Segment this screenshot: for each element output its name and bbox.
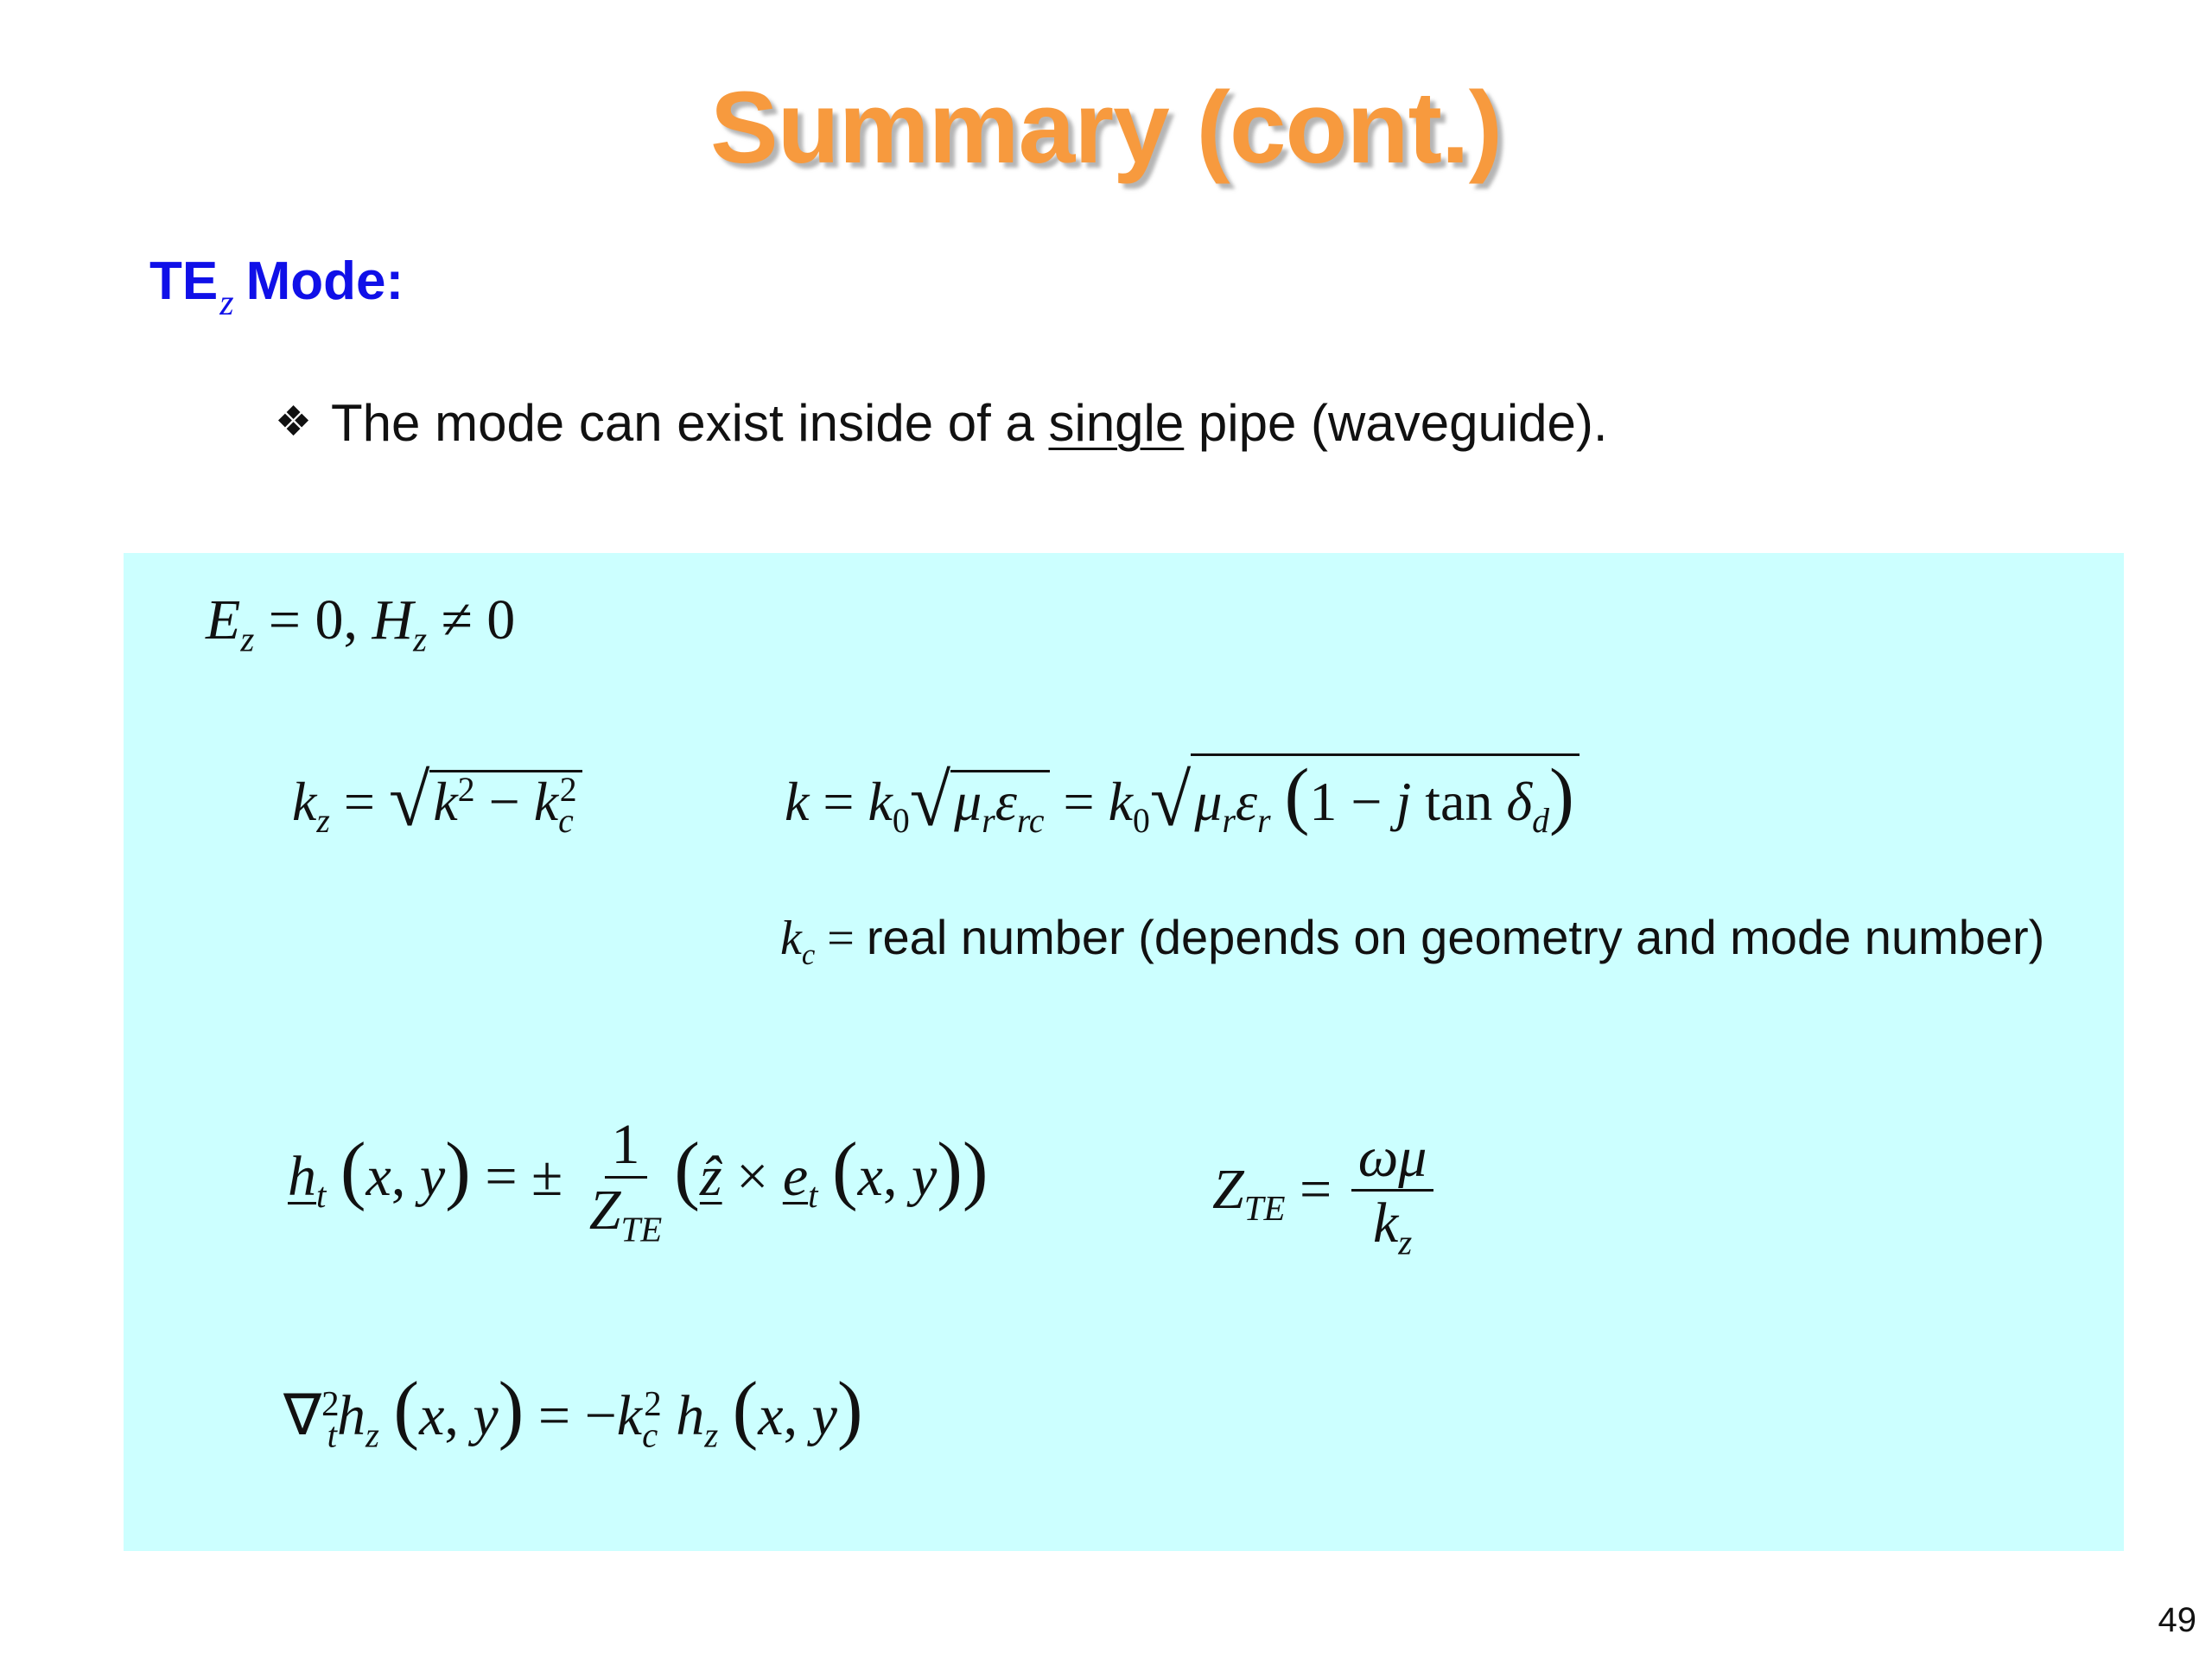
- diamond-bullet-icon: ❖: [275, 397, 313, 446]
- bullet-text-underlined: single: [1048, 394, 1185, 452]
- equation-kz: $k_z = √k^2 - k_c^2$: [292, 752, 582, 841]
- section-heading: [149, 251, 404, 323]
- bullet-text-after: pipe (waveguide).: [1184, 394, 1608, 452]
- equation-fields: $E_z = 0$, $H_z \ne 0$: [206, 588, 516, 659]
- kc-note: $k_c$ = real number (depends on geometry and mode number): [780, 910, 2045, 972]
- equation-panel: [124, 553, 2124, 1551]
- page-number: 49: [2158, 1601, 2196, 1639]
- bullet-text-before: The mode can exist inside of a: [331, 394, 1049, 452]
- slide-title: Summary (cont.): [709, 71, 1503, 185]
- heading-rest: Mode:: [245, 251, 404, 311]
- equation-k: $k = k_0√\mu_r\varepsilon_{rc} = k_0√\mu_r\varepsilon_r$ (1 − j $\tan \delta_d$): [785, 752, 1580, 841]
- equation-ht: $h_t$ (x, y) = ± $\frac{1}{Z_{TE}}$ (ẑ × $e_t$ (x, y)): [288, 1113, 988, 1249]
- equation-helmholtz: $\nabla^2_th_z$ (x, $y) = -k_c^2$ $h_z$ (x, y): [283, 1367, 863, 1455]
- bullet-point: [275, 393, 1608, 453]
- heading-subscript: z: [219, 283, 234, 323]
- kc-note-text: real number (depends on geometry and mode number): [866, 910, 2045, 964]
- equation-zte: $Z_{TE}$ = $\frac{\omega\mu}{k_z}$: [1212, 1128, 1439, 1262]
- heading-main: TE: [149, 251, 219, 311]
